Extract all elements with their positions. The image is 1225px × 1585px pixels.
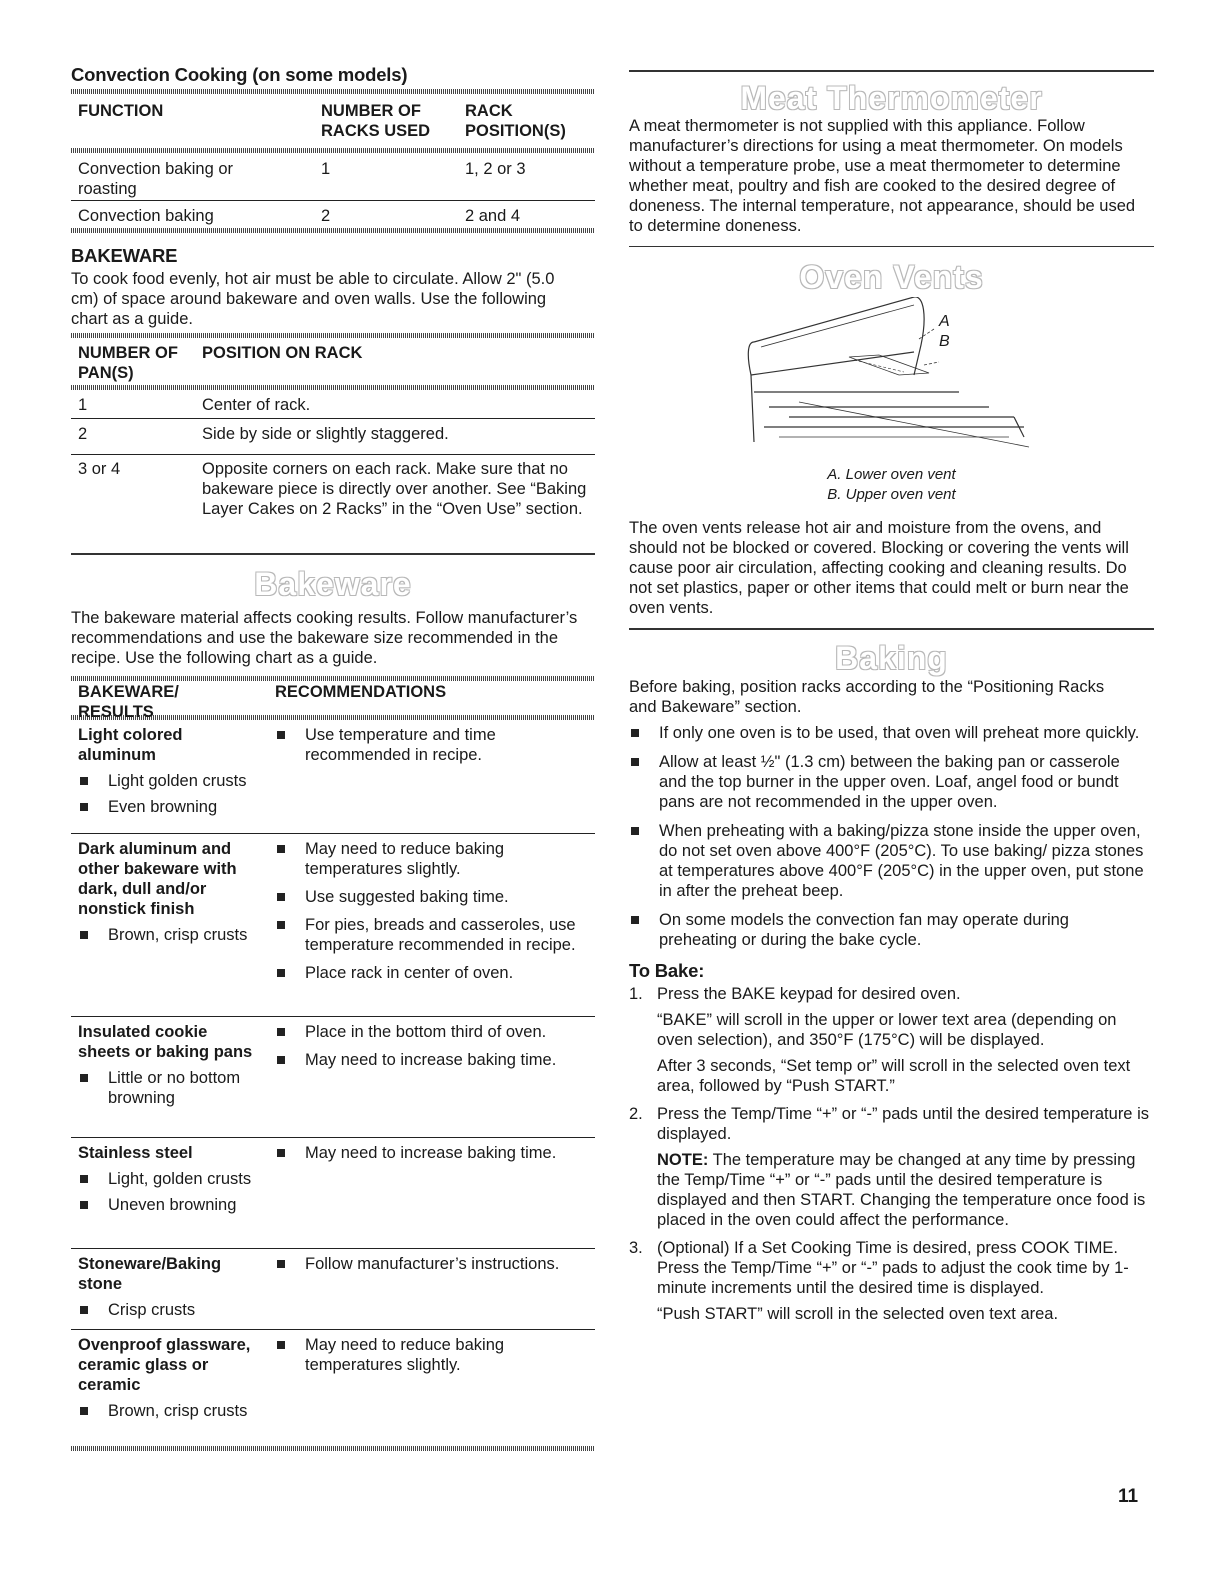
bakeware-cell [78,1254,263,1320]
result-item: Brown, crisp crusts [78,1401,268,1421]
note-text: The temperature may be changed at any time by pressing the Temp/Time “+” or “-” pads until the desired temperature is displayed and then START. Changing the temperature once food is placed in the oven could affect the performance. [657,1150,1146,1229]
bakeware-cell [78,1143,263,1215]
recommendation-item: Use suggested baking time. [275,887,585,907]
table-row [71,1330,595,1446]
step-note [657,1010,1154,1050]
step-note [657,1304,1154,1324]
baking-bullet-list [629,723,1154,950]
vent-caption-a: A. Lower oven vent [827,466,956,483]
table-row [71,455,595,551]
result-item: Light golden crusts [78,771,268,791]
left-column [71,0,595,1451]
cell-position: Center of rack. [202,396,311,414]
recommendation-item: May need to reduce baking temperatures slightly. [275,839,585,879]
recommendation-item: For pies, breads and casseroles, use temperature recommended in recipe. [275,915,585,955]
bakeware-intro: To cook food evenly, hot air must be able to circulate. Allow 2" (5.0 cm) of space around bakeware and oven walls. Use the following chart as a guide. [71,270,555,328]
meat-thermometer-title: Meat Thermometer [740,79,1043,116]
bakeware-subtitle: BAKEWARE [71,245,178,266]
recommendation-item: May need to reduce baking temperatures slightly. [275,1335,585,1375]
recommendation-cell [275,1335,585,1383]
result-item: Uneven browning [78,1195,268,1215]
table-row [71,201,595,228]
recommendation-item: Use temperature and time recommended in recipe. [275,725,585,765]
meat-thermometer-text: A meat thermometer is not supplied with this appliance. Follow manufacturer’s directions for using a meat thermometer. On models without a temperature probe, use a meat thermometer to determine whether meat, poultry and fish are cooked to the desired degree of doneness. The internal temperature, not appearance, should be used to determine doneness. [629,116,1136,235]
cell-racks: 2 [321,207,331,225]
vent-caption-b: B. Upper oven vent [827,486,956,503]
rack-header-row [71,338,595,385]
header-recommendations: RECOMMENDATIONS [275,682,447,701]
recommendation-cell [275,839,585,991]
bakeware-cell [78,725,263,817]
oven-vent-illustration [629,297,1154,465]
note-text: “BAKE” will scroll in the upper or lower text area (depending on oven selection), and 350°F (175°C) will be displayed. [657,1010,1117,1049]
baking-bullet: When preheating with a baking/pizza stone inside the upper oven, do not set oven above 400°F (205°C). To use baking/ pizza stones at temperatures above 400°F (205°C) in the upper oven, put stone in after the preheat beep. [629,821,1151,901]
bakeware-name: Light colored aluminum [78,725,183,764]
cell-number: 2 [78,425,88,443]
recommendation-cell [275,1143,585,1171]
bakeware-name: Dark aluminum and other bakeware with dark, dull and/or nonstick finish [78,839,237,918]
table-row [71,1017,595,1137]
recommendation-item: Follow manufacturer’s instructions. [275,1254,585,1274]
cell-racks: 1 [321,160,331,178]
note-text: “Push START” will scroll in the selected oven text area. [657,1304,1059,1323]
cell-number: 1 [78,396,88,414]
bakeware-header-row [71,681,595,721]
step-note [657,1056,1154,1096]
baking-intro: Before baking, position racks according to the “Positioning Racks and Bakeware” section. [629,677,1105,716]
bake-step [629,984,1154,1096]
bakeware-name: Stainless steel [78,1143,193,1162]
bake-step [629,1238,1154,1324]
convection-title: Convection Cooking (on some models) [71,64,408,85]
baking-title: Baking [835,639,948,676]
header-position-on-rack: POSITION ON RACK [202,344,363,362]
note-label: NOTE: [657,1150,709,1169]
result-item: Light, golden crusts [78,1169,268,1189]
result-item: Brown, crisp crusts [78,925,268,945]
bakeware-table-body [71,720,595,1446]
bakeware-name: Stoneware/Baking stone [78,1254,222,1293]
cell-position: 2 and 4 [465,207,521,225]
table-row [71,720,595,833]
recommendation-cell [275,1254,585,1282]
vent-label-b: B [939,333,950,350]
oven-vent-drawing [629,297,1154,465]
recommendation-item: Place in the bottom third of oven. [275,1022,585,1042]
convection-header-row [71,94,595,148]
bake-steps-list [629,984,1154,1324]
table-row [71,419,595,454]
header-function: FUNCTION [78,102,164,120]
step-number: 1. [629,984,643,1003]
oven-vents-title: Oven Vents [799,259,984,295]
bakeware-cell [78,1022,263,1108]
baking-bullet: If only one oven is to be used, that oven will preheat more quickly. [629,723,1151,743]
cell-number: 3 or 4 [78,460,121,478]
table-bottom-hatch [71,1446,595,1451]
header-rack-position: RACK POSITION(S) [465,102,566,140]
result-item: Little or no bottom browning [78,1068,268,1108]
recommendation-item: Place rack in center of oven. [275,963,585,983]
bake-step [629,1104,1154,1230]
step-number: 3. [629,1238,643,1257]
cell-position: 1, 2 or 3 [465,160,526,178]
header-number-of-pans: NUMBER OF PAN(S) [78,344,178,382]
note-text: After 3 seconds, “Set temp or” will scroll in the selected oven text area, followed by “Push START.” [657,1056,1131,1095]
baking-bullet: On some models the convection fan may operate during preheating or during the bake cycle. [629,910,1151,950]
recommendation-item: May need to increase baking time. [275,1143,585,1163]
result-item: Even browning [78,797,268,817]
table-row [71,834,595,1016]
page-number: 11 [1118,1486,1139,1507]
bakeware-name: Ovenproof glassware, ceramic glass or ceramic [78,1335,251,1394]
bakeware-section-title: Bakeware [254,565,412,602]
bakeware-name: Insulated cookie sheets or baking pans [78,1022,253,1061]
step-text: Press the BAKE keypad for desired oven. [657,984,961,1003]
result-item: Crisp crusts [78,1300,268,1320]
cell-function: Convection baking or roasting [78,160,234,198]
step-text: (Optional) If a Set Cooking Time is desired, press COOK TIME. Press the Temp/Time “+” or “-” pads to adjust the cook time by 1-minute increments until the desired time is displayed. [657,1238,1129,1297]
table-row [71,1138,595,1248]
bakeware-cell [78,1335,263,1421]
cell-position: Side by side or slightly staggered. [202,425,449,443]
recommendation-cell [275,1022,585,1078]
baking-bullet: Allow at least ½" (1.3 cm) between the baking pan or casserole and the top burner in the upper oven. Loaf, angel food or bundt pans are not recommended in the upper oven. [629,752,1151,812]
cell-function: Convection baking [78,207,214,225]
recommendation-item: May need to increase baking time. [275,1050,585,1070]
vent-label-a: A [939,313,950,330]
table-row [71,153,595,200]
bakeware-section-intro: The bakeware material affects cooking results. Follow manufacturer’s recommendations and use the bakeware size recommended in the recipe. Use the following chart as a guide. [71,608,578,667]
step-note [657,1150,1154,1230]
header-bakeware-results: BAKEWARE/ RESULTS [78,682,179,721]
table-row [71,390,595,418]
step-number: 2. [629,1104,643,1123]
header-racks-used: NUMBER OF RACKS USED [321,102,431,140]
to-bake-title: To Bake: [629,959,705,981]
oven-vents-text: The oven vents release hot air and moisture from the ovens, and should not be blocked or covered. Blocking or covering the vents will cause poor air circulation, affecting cooking and cleaning results. Do not set plastics, paper or other items that could melt or burn near the oven vents. [629,519,1129,617]
right-column [629,0,1154,1324]
cell-position: Opposite corners on each rack. Make sure that no bakeware piece is directly over another. See “Baking Layer Cakes on 2 Racks” in the “Oven Use” section. [202,460,587,518]
table-row [71,1249,595,1329]
recommendation-cell [275,725,585,773]
bakeware-cell [78,839,263,945]
step-text: Press the Temp/Time “+” or “-” pads until the desired temperature is displayed. [657,1104,1149,1143]
